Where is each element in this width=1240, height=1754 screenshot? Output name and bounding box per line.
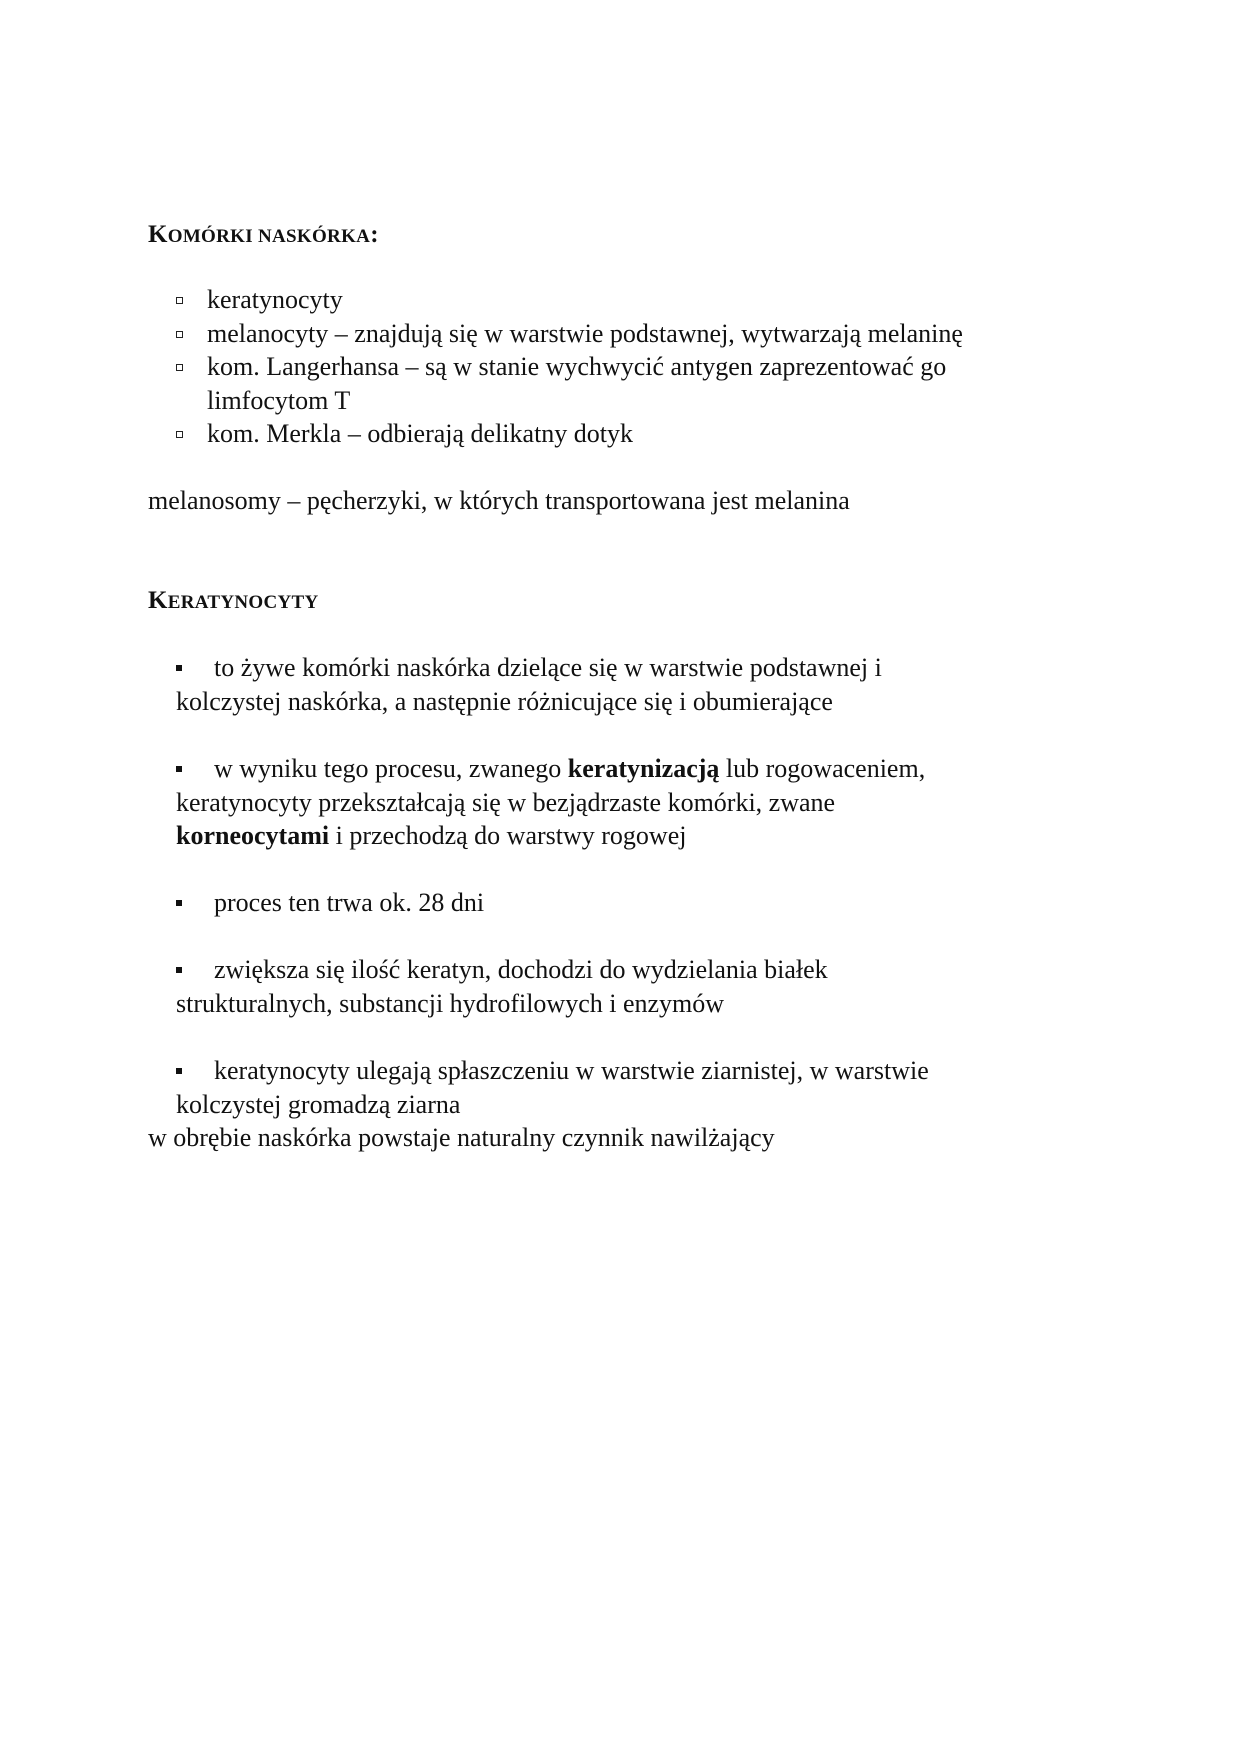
point-text: proces ten trwa ok. 28 dni xyxy=(214,888,485,917)
heading-rest: ERATYNOCYTY xyxy=(167,592,319,613)
bold-term-keratynizacja: keratynizacją xyxy=(567,754,720,783)
heading-colon: : xyxy=(370,221,379,248)
heading-first-letter: K xyxy=(148,221,168,248)
point-text: zwiększa się ilość keratyn, dochodzi do wydzielania białek xyxy=(214,955,828,984)
point-text: lub rogowaceniem, xyxy=(719,754,926,783)
heading-keratynocyty xyxy=(148,586,319,618)
cells-list xyxy=(176,283,1076,451)
list-item-term: melanocyty xyxy=(207,318,329,348)
list-item-term: keratynocyty xyxy=(207,285,343,314)
filled-square-bullet-icon xyxy=(176,766,182,772)
hollow-square-bullet-icon xyxy=(176,431,183,438)
list-item xyxy=(176,417,1076,451)
filled-square-bullet-icon xyxy=(176,665,182,671)
point-text: to żywe komórki naskórka dzielące się w warstwie podstawnej i xyxy=(214,653,882,682)
heading-rest: OMÓRKI NASKÓRKA xyxy=(167,226,371,247)
bold-term-korneocyty: korneocytami xyxy=(176,821,330,850)
keratynocyty-point-4 xyxy=(176,953,1056,1020)
melanosomy-definition: melanosomy – pęcherzyki, w których transportowana jest melanina xyxy=(148,486,850,515)
heading-komorki-naskorka xyxy=(148,220,379,252)
point-text: w wyniku tego procesu, zwanego xyxy=(214,754,568,783)
filled-square-bullet-icon xyxy=(176,1068,182,1074)
hollow-square-bullet-icon xyxy=(176,331,183,338)
list-item-desc: – są w stanie wychwycić antygen zaprezentować go limfocytom T xyxy=(207,352,947,415)
list-item-desc: – znajdują się w warstwie podstawnej, wytwarzają melaninę xyxy=(328,318,963,348)
point-text-continued: kolczystej naskórka, a następnie różnicujące się i obumierające xyxy=(176,686,833,716)
keratynocyty-point-2 xyxy=(176,752,1056,853)
point-text-continued: strukturalnych, substancji hydrofilowych i enzymów xyxy=(176,988,725,1018)
list-item-desc: – odbierają delikatny dotyk xyxy=(341,419,634,448)
hollow-square-bullet-icon xyxy=(176,297,183,304)
point-text-continued: keratynocyty przekształcają się w bezjądrzaste komórki, zwane xyxy=(176,787,836,817)
filled-square-bullet-icon xyxy=(176,900,182,906)
filled-square-bullet-icon xyxy=(176,967,182,973)
list-item-term: kom. Langerhansa xyxy=(207,352,400,381)
list-item xyxy=(176,283,1076,317)
list-item xyxy=(176,350,1047,417)
final-statement: w obrębie naskórka powstaje naturalny czynnik nawilżający xyxy=(148,1123,775,1152)
list-item-term: kom. Merkla xyxy=(207,419,342,448)
point-text-continued xyxy=(176,819,1056,853)
heading-first-letter: K xyxy=(148,587,168,614)
hollow-square-bullet-icon xyxy=(176,364,183,371)
point-text: i przechodzą do warstwy rogowej xyxy=(329,821,687,850)
list-item xyxy=(176,317,1076,351)
keratynocyty-point-3 xyxy=(176,886,1056,920)
keratynocyty-point-1 xyxy=(176,651,1056,718)
keratynocyty-point-5 xyxy=(176,1054,1056,1121)
point-text: keratynocyty ulegają spłaszczeniu w warstwie ziarnistej, w warstwie xyxy=(214,1056,929,1085)
point-text-continued: kolczystej gromadzą ziarna xyxy=(176,1089,461,1119)
